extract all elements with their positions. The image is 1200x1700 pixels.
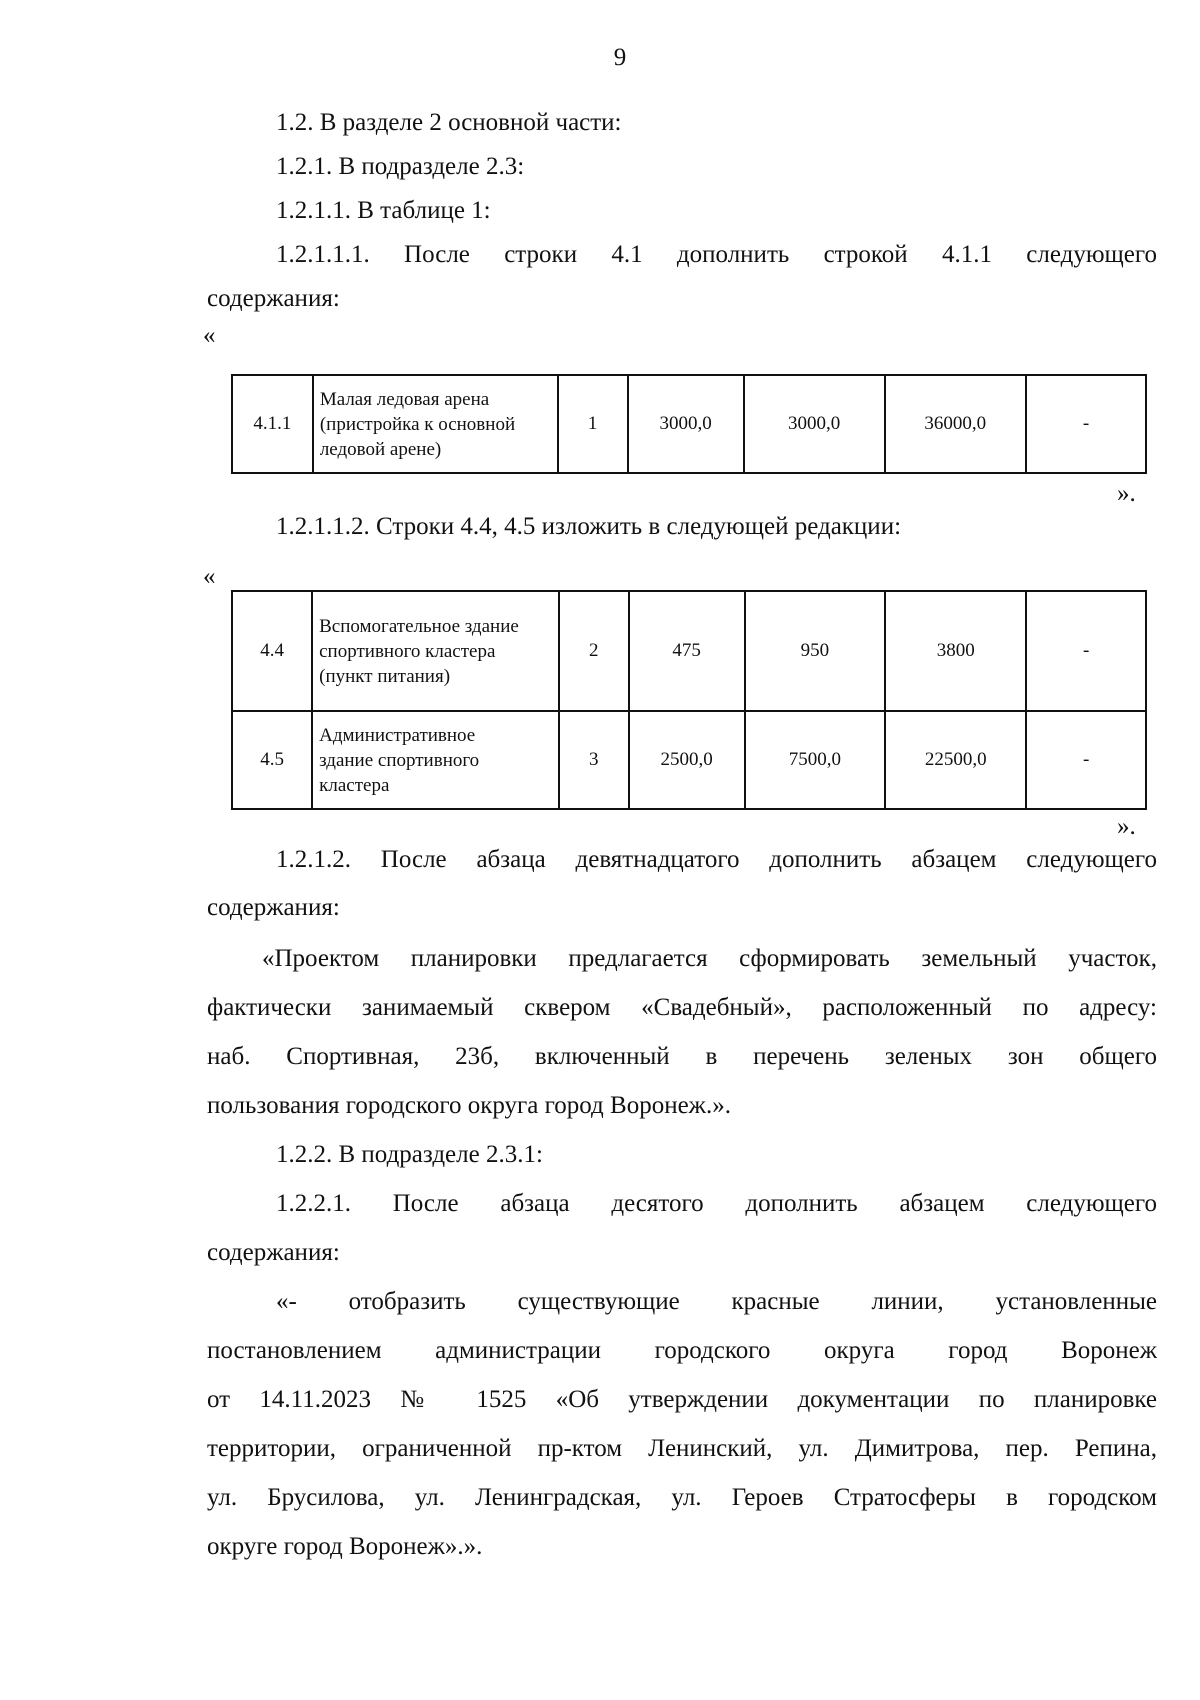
table-row — [232, 375, 1146, 473]
paragraph-nineteenth-line1: 1.2.1.2. После абзаца девятнадцатого дополнить абзацем следующего — [276, 846, 1157, 873]
paragraph-quote-line1: «Проектом планировки предлагается сформировать земельный участок, — [262, 945, 1157, 972]
page-number: 9 — [613, 44, 627, 71]
paragraph-nineteenth-line2: содержания: — [207, 894, 340, 921]
count-cell: 3 — [559, 711, 629, 809]
value-cell: 3000,0 — [744, 375, 885, 473]
row-number-cell: 4.1.1 — [232, 375, 313, 473]
object-name-line: Административное — [319, 724, 476, 746]
object-name-line: кластера — [319, 774, 390, 796]
table-row — [232, 711, 1146, 809]
close-quote-table2: ». — [1117, 813, 1136, 840]
object-name-cell — [312, 591, 559, 711]
object-name-line: здание спортивного — [319, 749, 480, 771]
table-row-4-1-1 — [231, 374, 1147, 474]
value-cell: 3000,0 — [628, 375, 744, 473]
paragraph-subsection-2-3: 1.2.1. В подразделе 2.3: — [276, 153, 525, 180]
open-quote-table1: « — [203, 322, 216, 349]
value-cell: 36000,0 — [885, 375, 1026, 473]
value-cell: 3800 — [885, 591, 1026, 711]
value-cell: 7500,0 — [745, 711, 886, 809]
table-row — [232, 591, 1146, 711]
paragraph-table-1: 1.2.1.1. В таблице 1: — [276, 197, 491, 224]
paragraph-quote-line2: фактически занимаемый сквером «Свадебный», расположенный по адресу: — [207, 994, 1157, 1021]
object-name-cell — [313, 375, 558, 473]
row-number-cell: 4.5 — [232, 711, 312, 809]
paragraph-add-row-line1: 1.2.1.1.1. После строки 4.1 дополнить строкой 4.1.1 следующего — [276, 241, 1157, 268]
count-cell: 1 — [558, 375, 628, 473]
paragraph-tenth-line2: содержания: — [207, 1239, 340, 1266]
object-name-line: (пристройка к основной — [319, 413, 516, 435]
object-name-line: Малая ледовая арена — [319, 388, 490, 410]
object-name-line: (пункт питания) — [319, 665, 451, 687]
table-rows-4-4-4-5 — [231, 590, 1147, 810]
paragraph-red-lines-line1: «- отобразить существующие красные линии, установленные — [276, 1288, 1157, 1315]
paragraph-section-2: 1.2. В разделе 2 основной части: — [276, 109, 622, 136]
open-quote-table2: « — [203, 563, 216, 590]
value-cell: 475 — [629, 591, 745, 711]
row-number-cell: 4.4 — [232, 591, 312, 711]
value-cell: 950 — [745, 591, 886, 711]
object-name-line: спортивного кластера — [319, 640, 496, 662]
paragraph-red-lines-line5: ул. Брусилова, ул. Ленинградская, ул. Героев Стратосферы в городском — [207, 1484, 1157, 1511]
paragraph-quote-line3: наб. Спортивная, 23б, включенный в перечень зеленых зон общего — [207, 1043, 1157, 1070]
value-cell: - — [1026, 711, 1146, 809]
paragraph-rows-4-4-4-5: 1.2.1.1.2. Строки 4.4, 4.5 изложить в следующей редакции: — [276, 513, 902, 540]
close-quote-table1: ». — [1117, 480, 1136, 507]
value-cell: 22500,0 — [885, 711, 1026, 809]
value-cell: - — [1026, 591, 1146, 711]
value-cell: 2500,0 — [629, 711, 745, 809]
count-cell: 2 — [559, 591, 629, 711]
paragraph-red-lines-line6: округе город Воронеж».». — [207, 1533, 483, 1560]
object-name-line: ледовой арене) — [319, 438, 442, 460]
paragraph-red-lines-line4: территории, ограниченной пр-ктом Ленинский, ул. Димитрова, пер. Репина, — [207, 1435, 1157, 1462]
paragraph-red-lines-line2: постановлением администрации городского округа город Воронеж — [207, 1337, 1157, 1364]
paragraph-subsection-2-3-1: 1.2.2. В подразделе 2.3.1: — [276, 1141, 543, 1168]
paragraph-red-lines-line3: от 14.11.2023 № 1525 «Об утверждении документации по планировке — [207, 1386, 1157, 1413]
paragraph-add-row-line2: содержания: — [207, 285, 340, 312]
paragraph-quote-line4: пользования городского округа город Воронеж.». — [207, 1092, 731, 1119]
object-name-cell — [312, 711, 559, 809]
value-cell: - — [1026, 375, 1146, 473]
paragraph-tenth-line1: 1.2.2.1. После абзаца десятого дополнить абзацем следующего — [276, 1190, 1157, 1217]
object-name-line: Вспомогательное здание — [319, 615, 519, 637]
